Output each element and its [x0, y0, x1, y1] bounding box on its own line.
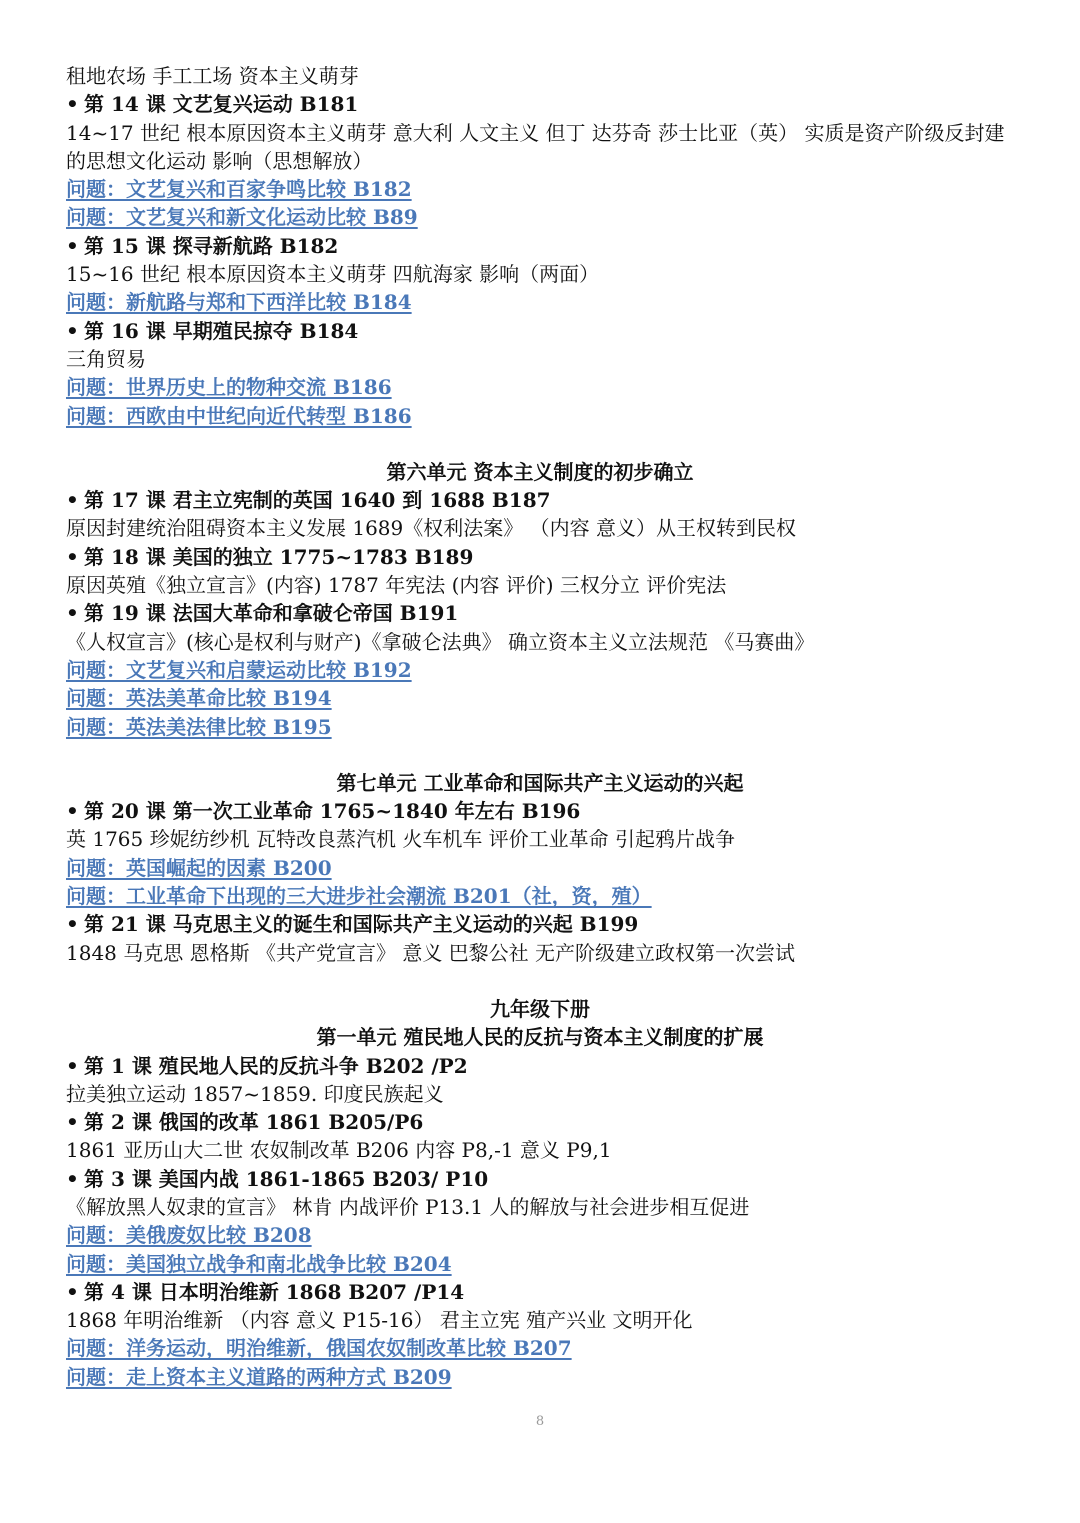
lesson-heading [66, 486, 1014, 514]
note-text: 原因封建统治阻碍资本主义发展 1689《权利法案》 （内容 意义）从王权转到民权 [66, 516, 796, 541]
lesson-heading [66, 317, 1014, 345]
lesson-title: 第 14 课 文艺复兴运动 B181 [84, 92, 359, 117]
question-link[interactable]: 问题：文艺复兴和启蒙运动比较 B192 [66, 657, 412, 682]
bullet-icon: • [66, 1166, 79, 1191]
question-link[interactable]: 问题：西欧由中世纪向近代转型 B186 [66, 403, 412, 428]
question-link[interactable]: 问题：新航路与郑和下西洋比较 B184 [66, 290, 412, 315]
question-line [66, 854, 1014, 882]
question-link[interactable]: 问题：文艺复兴和百家争鸣比较 B182 [66, 177, 412, 202]
note-text: 租地农场 手工工场 资本主义萌芽 [66, 64, 359, 88]
bullet-icon: • [66, 1053, 79, 1078]
question-link[interactable]: 问题：美俄废奴比较 B208 [66, 1223, 312, 1248]
note-text: 三角贸易 [66, 346, 146, 371]
bullet-icon: • [66, 799, 79, 824]
question-line [66, 1250, 1014, 1278]
question-link[interactable]: 问题：英国崛起的因素 B200 [66, 855, 332, 880]
bullet-icon: • [66, 1279, 79, 1304]
lesson-title: 第 18 课 美国的独立 1775~1783 B189 [84, 544, 474, 569]
lesson-heading [66, 1052, 1014, 1080]
bullet-icon: • [66, 318, 79, 343]
question-line [66, 684, 1014, 712]
question-link[interactable]: 问题：洋务运动，明治维新，俄国农奴制改革比较 B207 [66, 1336, 572, 1361]
lesson-title: 第 15 课 探寻新航路 B182 [84, 233, 339, 258]
lesson-title: 第 1 课 殖民地人民的反抗斗争 B202 /P2 [84, 1053, 468, 1078]
bullet-icon: • [66, 233, 79, 258]
note-text: 英 1765 珍妮纺纱机 瓦特改良蒸汽机 火车机车 评价工业革命 引起鸦片战争 [66, 827, 736, 852]
bullet-icon: • [66, 1110, 79, 1135]
note-text: 拉美独立运动 1857~1859. 印度民族起义 [66, 1081, 444, 1106]
question-link[interactable]: 问题：美国独立战争和南北战争比较 B204 [66, 1251, 452, 1276]
bullet-icon: • [66, 92, 79, 117]
document-content [66, 62, 1014, 1391]
lesson-title: 第 17 课 君主立宪制的英国 1640 到 1688 B187 [84, 488, 551, 513]
question-link[interactable]: 问题：世界历史上的物种交流 B186 [66, 375, 392, 400]
lesson-heading [66, 599, 1014, 627]
lesson-title: 第 20 课 第一次工业革命 1765~1840 年左右 B196 [84, 799, 581, 824]
lesson-heading [66, 797, 1014, 825]
lesson-heading [66, 1165, 1014, 1193]
note-text: 14~17 世纪 根本原因资本主义萌芽 意大利 人文主义 但丁 达芬奇 莎士比亚（英） 实质是资产阶级反封建的思想文化运动 影响（思想解放） [66, 120, 1005, 173]
lesson-title: 第 3 课 美国内战 1861-1865 B203/ P10 [84, 1166, 489, 1191]
question-line [66, 882, 1014, 910]
note-text: 1861 亚历山大二世 农奴制改革 B206 内容 P8,-1 意义 P9,1 [66, 1138, 612, 1163]
lesson-heading [66, 232, 1014, 260]
note-text: 《解放黑人奴隶的宣言》 林肯 内战评价 P13.1 人的解放与社会进步相互促进 [66, 1194, 750, 1219]
note-text: 原因英殖《独立宣言》(内容) 1787 年宪法 (内容 评价) 三权分立 评价宪法 [66, 573, 727, 598]
question-link[interactable]: 问题：工业革命下出现的三大进步社会潮流 B201（社，资，殖） [66, 884, 652, 909]
section-gap [66, 967, 1014, 995]
lesson-heading [66, 910, 1014, 938]
bullet-icon: • [66, 601, 79, 626]
section-gap [66, 741, 1014, 769]
unit-heading: 第七单元 工业革命和国际共产主义运动的兴起 [336, 770, 744, 795]
bullet-icon: • [66, 488, 79, 513]
note-text: 1868 年明治维新 （内容 意义 P15-16） 君主立宪 殖产兴业 文明开化 [66, 1308, 693, 1333]
lesson-heading [66, 1278, 1014, 1306]
note-text: 《人权宣言》(核心是权利与财产)《拿破仑法典》 确立资本主义立法规范 《马赛曲》 [66, 629, 815, 654]
section-gap [66, 430, 1014, 458]
question-line [66, 402, 1014, 430]
unit-heading: 九年级下册 [490, 996, 590, 1021]
unit-heading: 第六单元 资本主义制度的初步确立 [386, 459, 694, 484]
question-line [66, 713, 1014, 741]
bullet-icon: • [66, 544, 79, 569]
unit-heading: 第一单元 殖民地人民的反抗与资本主义制度的扩展 [316, 1025, 764, 1050]
lesson-heading [66, 543, 1014, 571]
question-link[interactable]: 问题：英法美革命比较 B194 [66, 686, 332, 711]
question-line [66, 1363, 1014, 1391]
question-line [66, 288, 1014, 316]
lesson-title: 第 21 课 马克思主义的诞生和国际共产主义运动的兴起 B199 [84, 912, 639, 937]
lesson-title: 第 4 课 日本明治维新 1868 B207 /P14 [84, 1279, 465, 1304]
question-line [66, 656, 1014, 684]
question-link[interactable]: 问题：英法美法律比较 B195 [66, 714, 332, 739]
question-link[interactable]: 问题：文艺复兴和新文化运动比较 B89 [66, 205, 418, 230]
note-text: 1848 马克思 恩格斯 《共产党宣言》 意义 巴黎公社 无产阶级建立政权第一次尝试 [66, 940, 796, 965]
question-line [66, 1334, 1014, 1362]
question-line [66, 1221, 1014, 1249]
question-line [66, 373, 1014, 401]
lesson-title: 第 2 课 俄国的改革 1861 B205/P6 [84, 1110, 424, 1135]
page-number: 8 [535, 1414, 545, 1429]
lesson-title: 第 19 课 法国大革命和拿破仑帝国 B191 [84, 601, 459, 626]
bullet-icon: • [66, 912, 79, 937]
lesson-heading [66, 1108, 1014, 1136]
note-text: 15~16 世纪 根本原因资本主义萌芽 四航海家 影响（两面） [66, 262, 600, 287]
lesson-title: 第 16 课 早期殖民掠夺 B184 [84, 318, 359, 343]
lesson-heading [66, 90, 1014, 118]
question-line [66, 203, 1014, 231]
question-line [66, 175, 1014, 203]
question-link[interactable]: 问题：走上资本主义道路的两种方式 B209 [66, 1364, 452, 1389]
